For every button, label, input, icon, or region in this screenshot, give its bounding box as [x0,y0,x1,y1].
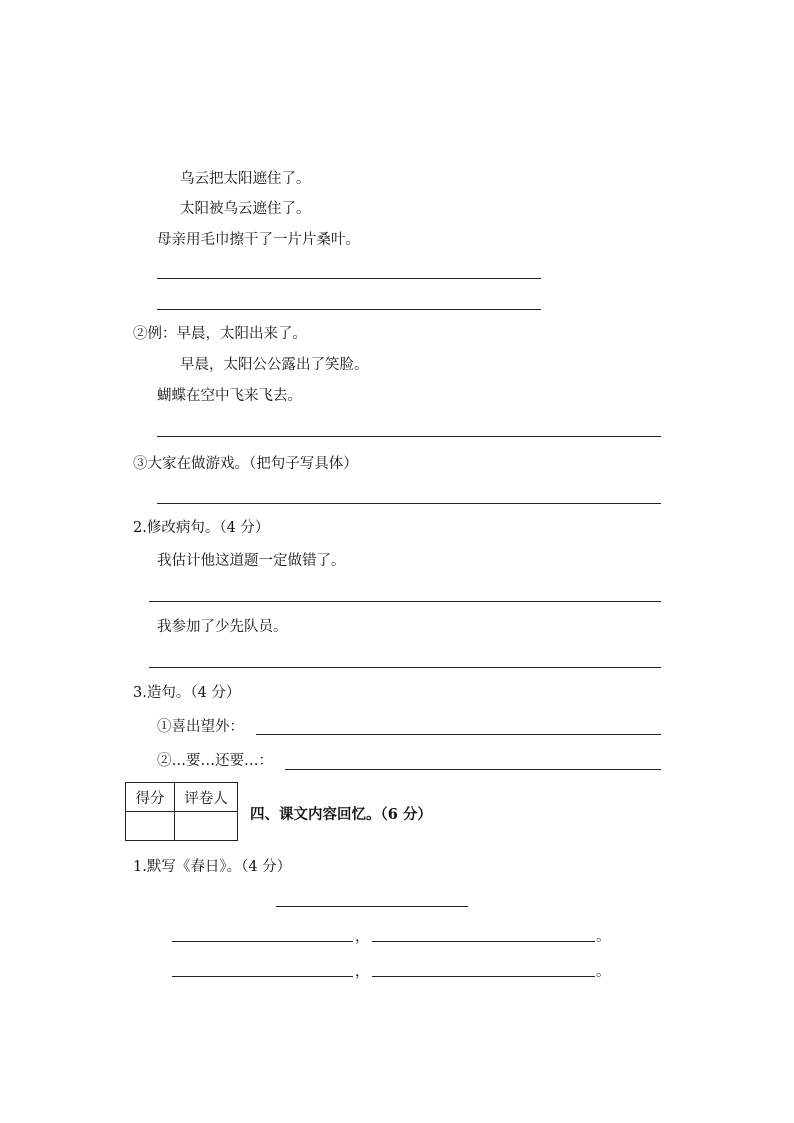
faulty-sentence-2: 我参加了少先队员。 [157,619,288,635]
task-sentence-2: 蝴蝶在空中飞来飞去。 [157,388,302,404]
score-cell[interactable] [126,812,175,841]
example-sentence-active: 乌云把太阳遮住了。 [180,171,311,187]
grader-cell[interactable] [175,812,238,841]
poem-line-2b[interactable] [372,976,595,977]
answer-line-1a[interactable] [157,278,541,279]
section-2-title: 2.修改病句。（4 分） [133,520,270,536]
faulty-sentence-1: 我估计他这道题一定做错了。 [157,553,346,569]
poem-line-1a[interactable] [172,941,353,942]
make-sentence-1-label: ①喜出望外： [157,719,244,735]
example-2-answer: 早晨，太阳公公露出了笑脸。 [180,357,369,373]
task-sentence-3: ③大家在做游戏。（把句子写具体） [133,456,358,472]
section-4-heading: 四、课文内容回忆。（6 分） [250,806,432,823]
poem-question: 1.默写《春日》。（4 分） [133,859,292,875]
grader-header: 评卷人 [175,783,238,812]
poem-comma-1: ， [355,929,370,945]
task-sentence-1: 母亲用毛巾擦干了一片片桑叶。 [157,232,360,248]
poem-line-1b[interactable] [372,941,595,942]
make-sentence-1-line[interactable] [256,734,661,735]
poem-title-line[interactable] [276,906,468,907]
fix-line-2[interactable] [149,667,661,668]
poem-comma-2: ， [355,964,370,980]
make-sentence-2-label: ②…要…还要…： [157,753,273,769]
section-3-title: 3.造句。（4 分） [133,685,241,701]
answer-line-2[interactable] [157,436,661,437]
poem-period-1: 。 [596,929,611,945]
example-2-label: ②例：早晨，太阳出来了。 [133,326,307,342]
answer-line-3[interactable] [157,503,661,504]
poem-line-2a[interactable] [172,976,353,977]
make-sentence-2-line[interactable] [285,769,661,770]
poem-period-2: 。 [596,964,611,980]
score-box [125,782,238,841]
example-sentence-passive: 太阳被乌云遮住了。 [180,201,311,217]
answer-line-1b[interactable] [157,309,541,310]
score-header: 得分 [126,783,175,812]
fix-line-1[interactable] [149,601,661,602]
